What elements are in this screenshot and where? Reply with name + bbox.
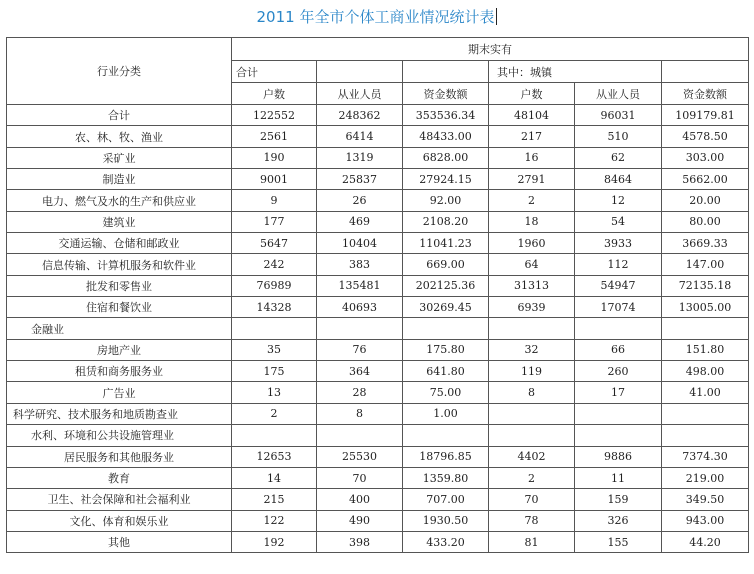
table-row (7, 531, 749, 552)
column-header: 户数 (232, 83, 317, 105)
value-cell: 669.00 (403, 254, 489, 275)
category-cell: 交通运输、仓储和邮政业 (7, 233, 232, 254)
value-cell: 26 (317, 190, 403, 211)
value-cell: 6939 (489, 297, 575, 318)
value-cell: 175.80 (403, 339, 489, 360)
value-cell: 3933 (575, 233, 662, 254)
category-cell: 卫生、社会保障和社会福利业 (7, 489, 232, 510)
value-cell (575, 318, 662, 339)
value-cell: 25530 (317, 446, 403, 467)
value-cell: 16 (489, 147, 575, 168)
statistics-table (6, 37, 749, 553)
value-cell: 215 (232, 489, 317, 510)
value-cell: 147.00 (662, 254, 749, 275)
category-cell: 合计 (7, 105, 232, 126)
value-cell: 6414 (317, 126, 403, 147)
category-cell: 制造业 (7, 169, 232, 190)
table-row (7, 147, 749, 168)
value-cell (403, 318, 489, 339)
table-title-text: 2011 年全市个体工商业情况统计表 (256, 8, 495, 26)
value-cell: 498.00 (662, 361, 749, 382)
value-cell: 242 (232, 254, 317, 275)
table-row (7, 126, 749, 147)
category-cell: 广告业 (7, 382, 232, 403)
table-row (7, 446, 749, 467)
value-cell: 66 (575, 339, 662, 360)
value-cell: 11041.23 (403, 233, 489, 254)
value-cell: 2 (489, 467, 575, 488)
table-row (7, 339, 749, 360)
value-cell: 175 (232, 361, 317, 382)
table-row (7, 254, 749, 275)
table-row (7, 275, 749, 296)
value-cell: 27924.15 (403, 169, 489, 190)
value-cell (489, 318, 575, 339)
value-cell: 92.00 (403, 190, 489, 211)
value-cell: 96031 (575, 105, 662, 126)
value-cell: 6828.00 (403, 147, 489, 168)
value-cell: 943.00 (662, 510, 749, 531)
value-cell: 707.00 (403, 489, 489, 510)
value-cell (489, 403, 575, 424)
value-cell: 8 (489, 382, 575, 403)
value-cell: 135481 (317, 275, 403, 296)
category-cell: 建筑业 (7, 211, 232, 232)
value-cell: 2 (489, 190, 575, 211)
category-cell: 租赁和商务服务业 (7, 361, 232, 382)
table-row (7, 318, 749, 339)
table-row (7, 297, 749, 318)
value-cell: 433.20 (403, 531, 489, 552)
value-cell: 1930.50 (403, 510, 489, 531)
value-cell: 400 (317, 489, 403, 510)
category-cell: 居民服务和其他服务业 (7, 446, 232, 467)
category-cell: 批发和零售业 (7, 275, 232, 296)
value-cell: 48104 (489, 105, 575, 126)
value-cell: 2561 (232, 126, 317, 147)
value-cell: 109179.81 (662, 105, 749, 126)
value-cell: 510 (575, 126, 662, 147)
table-row (7, 425, 749, 446)
value-cell: 14 (232, 467, 317, 488)
table-row (7, 403, 749, 424)
value-cell (317, 425, 403, 446)
value-cell: 41.00 (662, 382, 749, 403)
category-cell: 信息传输、计算机服务和软件业 (7, 254, 232, 275)
value-cell: 469 (317, 211, 403, 232)
group-total-header: 合计 (232, 61, 317, 83)
value-cell: 25837 (317, 169, 403, 190)
text-cursor (496, 8, 497, 25)
value-cell (232, 318, 317, 339)
category-cell: 水利、环境和公共设施管理业 (7, 425, 232, 446)
category-cell: 文化、体育和娱乐业 (7, 510, 232, 531)
value-cell: 72135.18 (662, 275, 749, 296)
category-cell: 其他 (7, 531, 232, 552)
table-row (7, 510, 749, 531)
value-cell (575, 403, 662, 424)
value-cell: 177 (232, 211, 317, 232)
value-cell: 119 (489, 361, 575, 382)
value-cell: 260 (575, 361, 662, 382)
value-cell: 4578.50 (662, 126, 749, 147)
value-cell (662, 425, 749, 446)
value-cell: 5647 (232, 233, 317, 254)
group-urban-header: 其中：城镇 (489, 61, 662, 83)
value-cell (489, 425, 575, 446)
value-cell: 155 (575, 531, 662, 552)
table-row (7, 467, 749, 488)
empty-header-cell (317, 61, 403, 83)
value-cell: 76989 (232, 275, 317, 296)
value-cell: 75.00 (403, 382, 489, 403)
value-cell: 7374.30 (662, 446, 749, 467)
empty-header-cell (403, 61, 489, 83)
category-cell: 房地产业 (7, 339, 232, 360)
value-cell: 76 (317, 339, 403, 360)
value-cell: 364 (317, 361, 403, 382)
value-cell: 20.00 (662, 190, 749, 211)
value-cell: 122552 (232, 105, 317, 126)
value-cell: 70 (489, 489, 575, 510)
value-cell: 17 (575, 382, 662, 403)
value-cell: 62 (575, 147, 662, 168)
column-header: 从业人员 (575, 83, 662, 105)
value-cell (232, 425, 317, 446)
value-cell: 28 (317, 382, 403, 403)
table-row (7, 233, 749, 254)
value-cell: 349.50 (662, 489, 749, 510)
column-header: 资金数额 (403, 83, 489, 105)
value-cell: 303.00 (662, 147, 749, 168)
value-cell (662, 403, 749, 424)
category-cell: 教育 (7, 467, 232, 488)
category-cell: 住宿和餐饮业 (7, 297, 232, 318)
value-cell: 70 (317, 467, 403, 488)
value-cell: 35 (232, 339, 317, 360)
value-cell: 151.80 (662, 339, 749, 360)
value-cell: 9001 (232, 169, 317, 190)
value-cell: 78 (489, 510, 575, 531)
value-cell: 5662.00 (662, 169, 749, 190)
value-cell: 190 (232, 147, 317, 168)
value-cell (317, 318, 403, 339)
value-cell: 31313 (489, 275, 575, 296)
empty-header-cell (662, 61, 749, 83)
value-cell: 81 (489, 531, 575, 552)
value-cell: 18796.85 (403, 446, 489, 467)
value-cell: 40693 (317, 297, 403, 318)
value-cell: 192 (232, 531, 317, 552)
value-cell: 8 (317, 403, 403, 424)
value-cell: 122 (232, 510, 317, 531)
table-row (7, 190, 749, 211)
column-header: 户数 (489, 83, 575, 105)
table-row (7, 105, 749, 126)
value-cell: 112 (575, 254, 662, 275)
category-cell: 电力、燃气及水的生产和供应业 (7, 190, 232, 211)
value-cell: 44.20 (662, 531, 749, 552)
value-cell: 14328 (232, 297, 317, 318)
value-cell: 1359.80 (403, 467, 489, 488)
value-cell: 202125.36 (403, 275, 489, 296)
column-header: 从业人员 (317, 83, 403, 105)
value-cell: 9 (232, 190, 317, 211)
value-cell: 64 (489, 254, 575, 275)
value-cell: 2791 (489, 169, 575, 190)
value-cell: 4402 (489, 446, 575, 467)
value-cell: 32 (489, 339, 575, 360)
value-cell: 9886 (575, 446, 662, 467)
table-row (7, 382, 749, 403)
value-cell: 17074 (575, 297, 662, 318)
value-cell: 48433.00 (403, 126, 489, 147)
value-cell: 641.80 (403, 361, 489, 382)
value-cell: 30269.45 (403, 297, 489, 318)
value-cell: 18 (489, 211, 575, 232)
value-cell: 219.00 (662, 467, 749, 488)
value-cell: 54 (575, 211, 662, 232)
table-row (7, 489, 749, 510)
value-cell: 10404 (317, 233, 403, 254)
category-cell: 农、林、牧、渔业 (7, 126, 232, 147)
table-title (0, 6, 754, 27)
value-cell: 326 (575, 510, 662, 531)
value-cell: 2 (232, 403, 317, 424)
value-cell: 248362 (317, 105, 403, 126)
column-header: 资金数额 (662, 83, 749, 105)
value-cell: 3669.33 (662, 233, 749, 254)
value-cell (662, 318, 749, 339)
value-cell: 398 (317, 531, 403, 552)
value-cell: 2108.20 (403, 211, 489, 232)
value-cell: 12 (575, 190, 662, 211)
table-row (7, 361, 749, 382)
value-cell (575, 425, 662, 446)
value-cell: 383 (317, 254, 403, 275)
value-cell (403, 425, 489, 446)
value-cell: 217 (489, 126, 575, 147)
value-cell: 490 (317, 510, 403, 531)
value-cell: 1319 (317, 147, 403, 168)
value-cell: 13 (232, 382, 317, 403)
table-row (7, 211, 749, 232)
category-header: 行业分类 (7, 38, 232, 105)
table-row (7, 169, 749, 190)
category-cell: 金融业 (7, 318, 232, 339)
value-cell: 1960 (489, 233, 575, 254)
value-cell: 159 (575, 489, 662, 510)
value-cell: 8464 (575, 169, 662, 190)
period-header: 期末实有 (232, 38, 749, 61)
value-cell: 1.00 (403, 403, 489, 424)
value-cell: 11 (575, 467, 662, 488)
value-cell: 13005.00 (662, 297, 749, 318)
category-cell: 科学研究、技术服务和地质勘查业 (7, 403, 232, 424)
category-cell: 采矿业 (7, 147, 232, 168)
value-cell: 80.00 (662, 211, 749, 232)
value-cell: 353536.34 (403, 105, 489, 126)
value-cell: 12653 (232, 446, 317, 467)
value-cell: 54947 (575, 275, 662, 296)
